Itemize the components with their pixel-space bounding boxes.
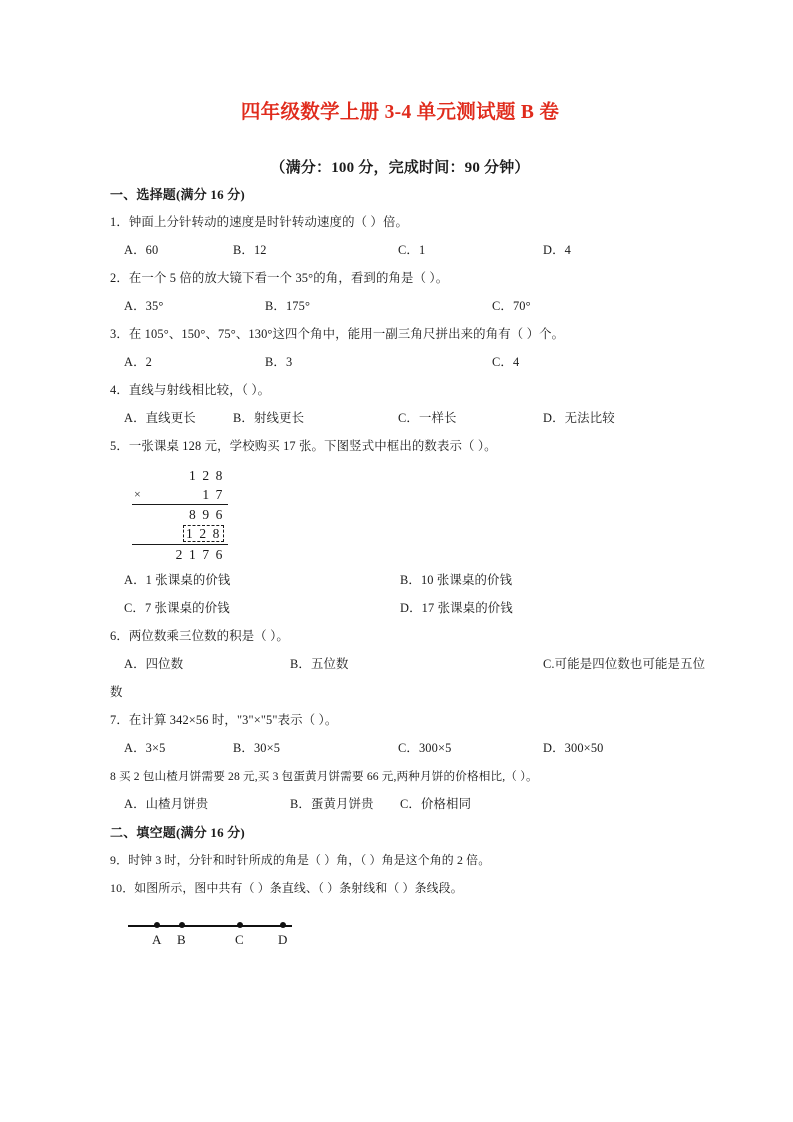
question-6-options	[110, 656, 706, 673]
question-7-stem: 7．在计算 342×56 时，"3"×"5"表示（ ）。	[110, 713, 338, 727]
option-1-b[interactable]: B．12	[233, 243, 267, 257]
question-10-stem: 10．如图所示，图中共有（ ）条直线、（ ）条射线和（ ）条线段。	[110, 881, 463, 895]
option-2-b[interactable]: B．175°	[265, 299, 311, 313]
question-3-options	[110, 354, 690, 371]
option-6-a[interactable]: A．四位数	[124, 657, 184, 671]
option-7-b[interactable]: B．30×5	[233, 741, 281, 755]
question-5-options-row2	[110, 600, 690, 617]
vm-multiplier-row	[132, 485, 228, 505]
option-3-c[interactable]: C．4	[492, 355, 520, 369]
number-line-figure	[110, 911, 690, 957]
option-4-a[interactable]: A．直线更长	[124, 411, 196, 425]
vm-multiplicand: 1 2 8	[189, 468, 224, 483]
question-5-options-row1	[110, 572, 690, 589]
vm-partial-product-1: 8 9 6	[189, 507, 224, 522]
question-8-options	[110, 796, 690, 813]
vertical-multiplication-figure	[110, 466, 690, 562]
question-flow	[110, 186, 706, 957]
option-7-a[interactable]: A．3×5	[124, 741, 166, 755]
point-dot-c	[237, 922, 243, 928]
vm-boxed-number: 1 2 8	[183, 525, 224, 542]
option-4-b[interactable]: B．射线更长	[233, 411, 305, 425]
vm-partial-product-2-row	[132, 524, 228, 545]
option-8-c[interactable]: C．价格相同	[400, 797, 472, 811]
option-1-c[interactable]: C．1	[398, 243, 426, 257]
point-label-a: A	[152, 932, 162, 947]
option-4-c[interactable]: C．一样长	[398, 411, 457, 425]
question-4-options	[110, 410, 690, 427]
option-1-d[interactable]: D．4	[543, 243, 571, 257]
option-8-b[interactable]: B．蛋黄月饼贵	[290, 797, 374, 811]
point-dot-b	[179, 922, 185, 928]
question-2-stem: 2．在一个 5 倍的放大镜下看一个 35°的角，看到的角是（ ）。	[110, 271, 449, 285]
option-5-d[interactable]: D．17 张课桌的价钱	[400, 601, 513, 615]
question-1-options	[110, 242, 690, 259]
section-heading-fill-blank: 二、填空题(满分 16 分)	[110, 825, 245, 840]
point-label-c: C	[235, 932, 244, 947]
option-7-d[interactable]: D．300×50	[543, 741, 604, 755]
point-label-d: D	[278, 932, 288, 947]
option-5-b[interactable]: B．10 张课桌的价钱	[400, 573, 513, 587]
option-8-a[interactable]: A．山楂月饼贵	[124, 797, 209, 811]
exam-subtitle: （满分：100 分，完成时间：90 分钟）	[270, 160, 530, 176]
option-5-c[interactable]: C．7 张课桌的价钱	[124, 601, 230, 615]
option-1-a[interactable]: A．60	[124, 243, 159, 257]
section-heading-choice: 一、选择题(满分 16 分)	[110, 187, 245, 202]
question-3-stem: 3．在 105°、150°、75°、130°这四个角中，能用一副三角尺拼出来的角有（ ）个。	[110, 327, 565, 341]
option-3-b[interactable]: B．3	[265, 355, 293, 369]
option-6-b[interactable]: B．五位数	[290, 657, 349, 671]
question-1-stem: 1．钟面上分针转动的速度是时针转动速度的（ ）倍。	[110, 215, 409, 229]
question-6-stem: 6．两位数乘三位数的积是（ ）。	[110, 629, 289, 643]
option-3-a[interactable]: A．2	[124, 355, 152, 369]
option-6-c-continuation: 数	[110, 685, 123, 699]
number-line-segment	[128, 925, 292, 927]
option-6-c[interactable]: C.可能是四位数也可能是五位	[543, 657, 706, 671]
question-5-stem: 5．一张课桌 128 元，学校购买 17 张。下图竖式中框出的数表示（ ）。	[110, 439, 497, 453]
option-7-c[interactable]: C．300×5	[398, 741, 452, 755]
question-4-stem: 4．直线与射线相比较，（ ）。	[110, 383, 271, 397]
point-label-b: B	[177, 932, 186, 947]
multiply-sign-icon: ×	[134, 487, 141, 501]
option-5-a[interactable]: A．1 张课桌的价钱	[124, 573, 231, 587]
point-dot-d	[280, 922, 286, 928]
option-4-d[interactable]: D．无法比较	[543, 411, 615, 425]
question-2-options	[110, 298, 690, 315]
vertical-multiplication-columns	[132, 466, 228, 564]
page-title: 四年级数学上册 3-4 单元测试题 B 卷	[240, 102, 560, 123]
vm-product: 2 1 7 6	[175, 547, 224, 562]
option-2-a[interactable]: A．35°	[124, 299, 164, 313]
vm-multiplier: 1 7	[202, 487, 224, 502]
question-9-stem: 9．时钟 3 时，分针和时针所成的角是（ ）角，（ ）角是这个角的 2 倍。	[110, 853, 491, 867]
option-2-c[interactable]: C．70°	[492, 299, 531, 313]
question-7-options	[110, 740, 690, 757]
point-dot-a	[154, 922, 160, 928]
question-8-stem: 8 买 2 包山楂月饼需要 28 元,买 3 包蛋黄月饼需要 66 元,两种月饼的价格相比,（ ）。	[110, 770, 538, 783]
